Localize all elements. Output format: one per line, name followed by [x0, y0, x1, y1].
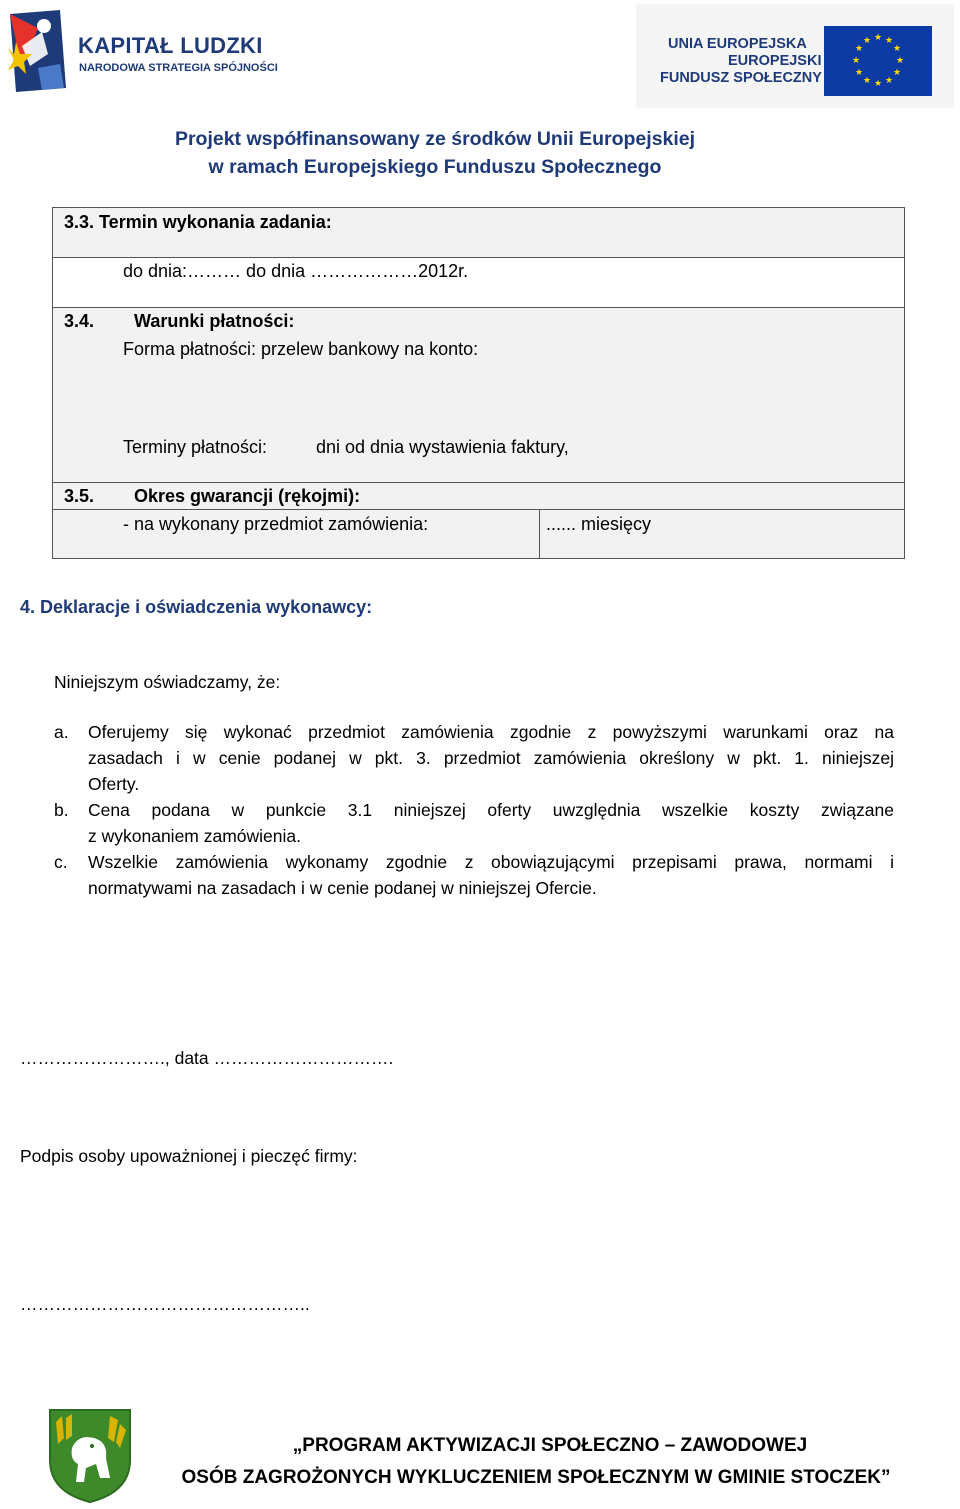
project-title-line-1: Projekt współfinansowany ze środków Unii Europejskiej [174, 128, 696, 150]
declaration-line: zasadach i w cenie podanej w pkt. 3. przedmiot zamówienia określony w pkt. 1. niniejszej [88, 748, 894, 768]
table-divider [53, 257, 904, 258]
declaration-line: Cena podana w punkcie 3.1 niniejszej oferty uwzględnia wszelkie koszty związane [88, 800, 894, 820]
section-3-4-heading: Warunki płatności: [134, 311, 295, 331]
svg-text:★: ★ [892, 68, 902, 78]
kapital-ludzki-subtitle: NARODOWA STRATEGIA SPÓJNOŚCI [79, 62, 278, 74]
deadline-value[interactable]: do dnia:……… do dnia ………………2012r. [123, 261, 469, 281]
payment-terms-label: Terminy płatności: [123, 437, 268, 457]
svg-text:★: ★ [854, 68, 864, 78]
svg-text:★: ★ [854, 44, 864, 54]
svg-text:★: ★ [862, 76, 872, 86]
table-divider [53, 509, 904, 510]
section-3-5-number: 3.5. [64, 486, 95, 506]
declaration-line: Oferujemy się wykonać przedmiot zamówienia zgodnie z powyższymi warunkami oraz na [88, 722, 894, 742]
table-divider-vertical [539, 509, 540, 559]
eu-logo-line-1: UNIA EUROPEJSKA [668, 36, 807, 52]
signature-line[interactable]: ………………………………………….. [20, 1294, 310, 1314]
declaration-a-text [88, 719, 894, 797]
declaration-b-text [88, 797, 894, 849]
declarations-intro: Niniejszym oświadczamy, że: [54, 672, 281, 692]
footer-program-line-2: OSÓB ZAGROŻONYCH WYKLUCZENIEM SPOŁECZNYM W GMINIE STOCZEK” [181, 1467, 891, 1488]
svg-text:★: ★ [873, 33, 883, 43]
kapital-ludzki-emblem-icon [8, 8, 78, 94]
kapital-ludzki-title: KAPITAŁ LUDZKI [78, 33, 263, 58]
table-divider [53, 482, 904, 483]
svg-text:★: ★ [895, 56, 905, 66]
table-divider [53, 307, 904, 308]
declaration-line: Wszelkie zamówienia wykonamy zgodnie z obowiązującymi przepisami prawa, normami i [88, 852, 894, 872]
declaration-line: normatywami na zasadach i w cenie podanej w niniejszej Ofercie. [88, 878, 597, 898]
payment-form-label: Forma płatności: przelew bankowy na konto: [123, 339, 479, 359]
section-3-5-heading: Okres gwarancji (rękojmi): [134, 486, 361, 506]
eu-flag-icon [824, 26, 932, 96]
warranty-value[interactable]: ...... miesięcy [546, 514, 652, 534]
declaration-c-text [88, 849, 894, 901]
eu-logo-line-3: FUNDUSZ SPOŁECZNY [660, 70, 822, 86]
svg-text:★: ★ [884, 76, 894, 86]
declaration-c-letter: c. [54, 852, 68, 872]
declaration-a-letter: a. [54, 722, 69, 742]
section-3-3-heading: 3.3. Termin wykonania zadania: [64, 212, 332, 232]
warranty-label: - na wykonany przedmiot zamówienia: [123, 514, 429, 534]
svg-text:★: ★ [884, 36, 894, 46]
svg-text:★: ★ [873, 79, 883, 89]
declaration-line: z wykonaniem zamówienia. [88, 826, 302, 846]
svg-text:★: ★ [862, 36, 872, 46]
section-3-4-number: 3.4. [64, 311, 95, 331]
svg-text:★: ★ [892, 44, 902, 54]
eu-logo-line-2: EUROPEJSKI [728, 53, 822, 69]
footer-program-line-1: „PROGRAM AKTYWIZACJI SPOŁECZNO – ZAWODOWEJ [292, 1435, 808, 1456]
signature-label: Podpis osoby upoważnionej i pieczęć firmy: [20, 1146, 358, 1166]
project-title-line-2: w ramach Europejskiego Funduszu Społecznego [208, 156, 662, 178]
svg-text:★: ★ [851, 56, 861, 66]
payment-terms-value[interactable]: dni od dnia wystawienia faktury, [316, 437, 569, 457]
declarations-heading: 4. Deklaracje i oświadczenia wykonawcy: [20, 597, 373, 617]
declaration-line: Oferty. [88, 774, 140, 794]
place-date-field[interactable]: ……………………., data …………………………. [20, 1048, 394, 1068]
declaration-b-letter: b. [54, 800, 69, 820]
